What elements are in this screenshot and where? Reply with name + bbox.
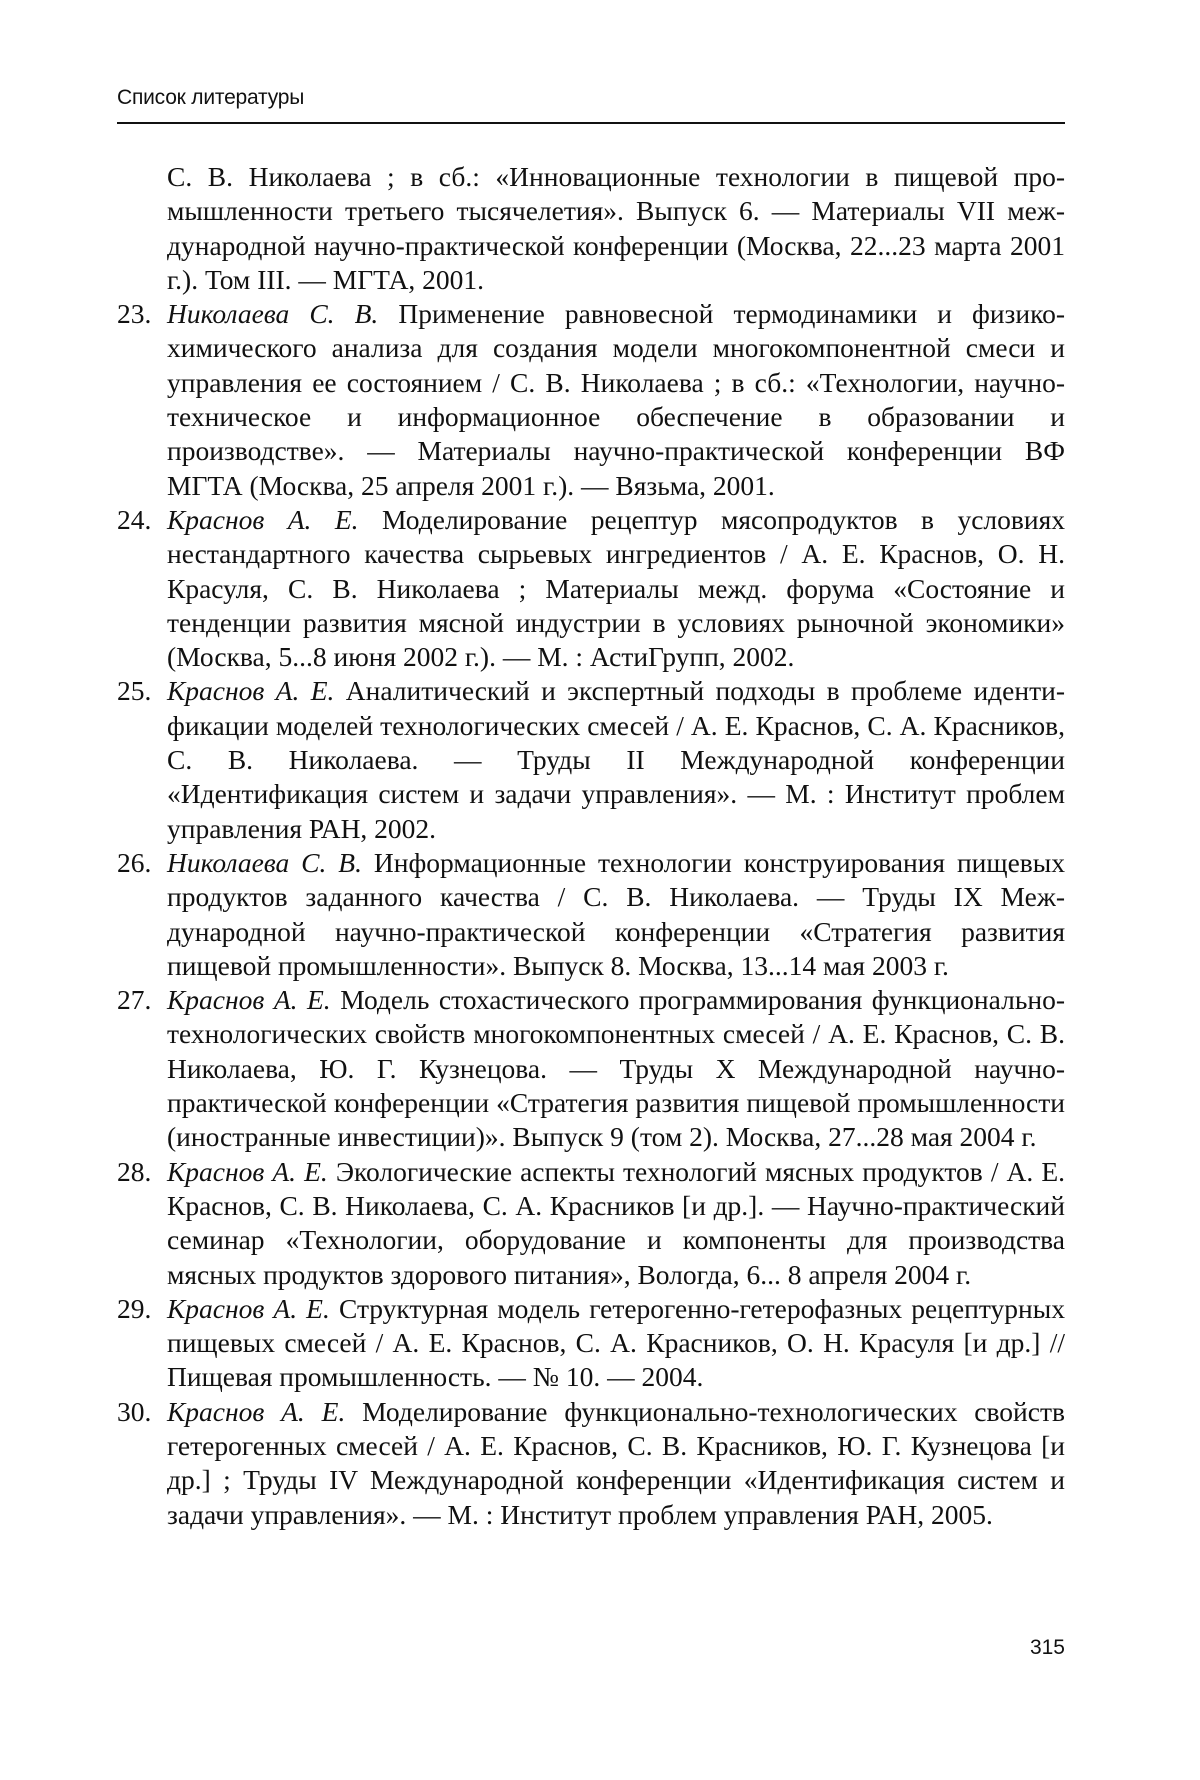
reference-body (167, 1155, 1065, 1292)
reference-number: 26. (117, 846, 167, 880)
reference-entry-29 (117, 1292, 1065, 1395)
reference-body (167, 1395, 1065, 1532)
reference-author: Краснов А. Е. (167, 675, 334, 706)
reference-entry-continuation (117, 160, 1065, 297)
reference-author: Краснов А. Е. (167, 1156, 328, 1187)
running-head: Список литературы (117, 86, 304, 110)
reference-text: Модель стохастического программирования функциональ­но-технологических свойств многокомпонентных смесей / А. Е. Крас­нов, С. В. Николаева, Ю. Г. Кузнецова. — Труды X Международной научно-практической конференции «Стратегия развития пищевой про­мышленности (иностранные инвестиции)». Выпуск 9 (том 2). Москва, 27...28 мая 2004 г. (167, 984, 1065, 1152)
reference-author: Краснов А. Е. (167, 1396, 345, 1427)
reference-number: 30. (117, 1395, 167, 1429)
reference-body (167, 674, 1065, 845)
reference-entry-30 (117, 1395, 1065, 1532)
reference-number: 23. (117, 297, 167, 331)
reference-entry-25 (117, 674, 1065, 845)
reference-text: Моделирование функционально-технологических свойств гетерогенных смесей / А. Е. Краснов, С. В. Красников, Ю. Г. Кузнецова [и др.] ; Труды IV Международной конференции «Идентификация систем и задачи управления». — М. : Институт проблем управления РАН, 2005. (167, 1396, 1065, 1530)
reference-body (167, 160, 1065, 297)
reference-entry-27 (117, 983, 1065, 1154)
reference-author: Краснов А. Е. (167, 1293, 330, 1324)
reference-number: 25. (117, 674, 167, 708)
reference-entry-23 (117, 297, 1065, 503)
reference-entry-28 (117, 1155, 1065, 1292)
reference-text: С. В. Николаева ; в сб.: «Инновационные технологии в пищевой про­мышленности третьего тысячелетия». Выпуск 6. — Материалы VII меж­дународной научно-практической конференции (Москва, 22...23 марта 2001 г.). Том III. — МГТА, 2001. (167, 161, 1065, 295)
header-rule (117, 122, 1065, 124)
reference-number: 29. (117, 1292, 167, 1326)
reference-text: Моделирование рецептур мясопродуктов в условиях нестандартного качества сырьевых ингредиентов / А. Е. Краснов, О. Н. Красуля, С. В. Николаева ; Материалы межд. форума «Состоя­ние и тенденции развития мясной индустрии в условиях рыночной экономики» (Москва, 5...8 июня 2002 г.). — М. : АстиГрупп, 2002. (167, 504, 1065, 672)
reference-text: Экологические аспекты технологий мясных продуктов / А. Е. Краснов, С. В. Николаева, С. А. Красников [и др.]. — Научно-практический семинар «Технологии, оборудование и компоненты для производства мясных продуктов здорового питания», Вологда, 6... 8 апреля 2004 г. (167, 1156, 1065, 1290)
reference-body (167, 297, 1065, 503)
reference-body (167, 983, 1065, 1154)
reference-body (167, 503, 1065, 674)
reference-text: Аналитический и экспертный подходы в проблеме иденти­фикации моделей технологических смесей / А. Е. Краснов, С. А. Крас­ников, С. В. Николаева. — Труды II Международной конференции «Идентификация систем и задачи управления». — М. : Институт про­блем управления РАН, 2002. (167, 675, 1065, 843)
reference-list (117, 160, 1065, 1532)
reference-text: Информационные технологии конструирования пище­вых продуктов заданного качества / С. В. Николаева. — Труды IX Меж­дународной научно-практической конференции «Стратегия развития пищевой промышленности». Выпуск 8. Москва, 13...14 мая 2003 г. (167, 847, 1065, 981)
reference-entry-24 (117, 503, 1065, 674)
reference-author: Николаева С. В. (167, 298, 378, 329)
reference-body (167, 846, 1065, 983)
reference-text: Структурная модель гетерогенно-гетерофазных рецеп­турных пищевых смесей / А. Е. Краснов, С. А. Красников, О. Н. Кра­суля [и др.] // Пищевая промышленность. — № 10. — 2004. (167, 1293, 1065, 1393)
reference-number: 24. (117, 503, 167, 537)
reference-number: 28. (117, 1155, 167, 1189)
book-page (0, 0, 1200, 1780)
reference-entry-26 (117, 846, 1065, 983)
reference-author: Краснов А. Е. (167, 504, 359, 535)
reference-body (167, 1292, 1065, 1395)
reference-author: Николаева С. В. (167, 847, 362, 878)
page-number: 315 (1000, 1636, 1065, 1660)
reference-text: Применение равновесной термодинамики и физико-химического анализа для создания модели многокомпонентной сме­си и управления ее состоянием / С. В. Николаева ; в сб.: «Технологии, научно-техническое и информационное обеспечение в образовании и производстве». — Материалы научно-практической конференции ВФ МГТА (Москва, 25 апреля 2001 г.). — Вязьма, 2001. (167, 298, 1065, 500)
reference-author: Краснов А. Е. (167, 984, 331, 1015)
reference-number: 27. (117, 983, 167, 1017)
